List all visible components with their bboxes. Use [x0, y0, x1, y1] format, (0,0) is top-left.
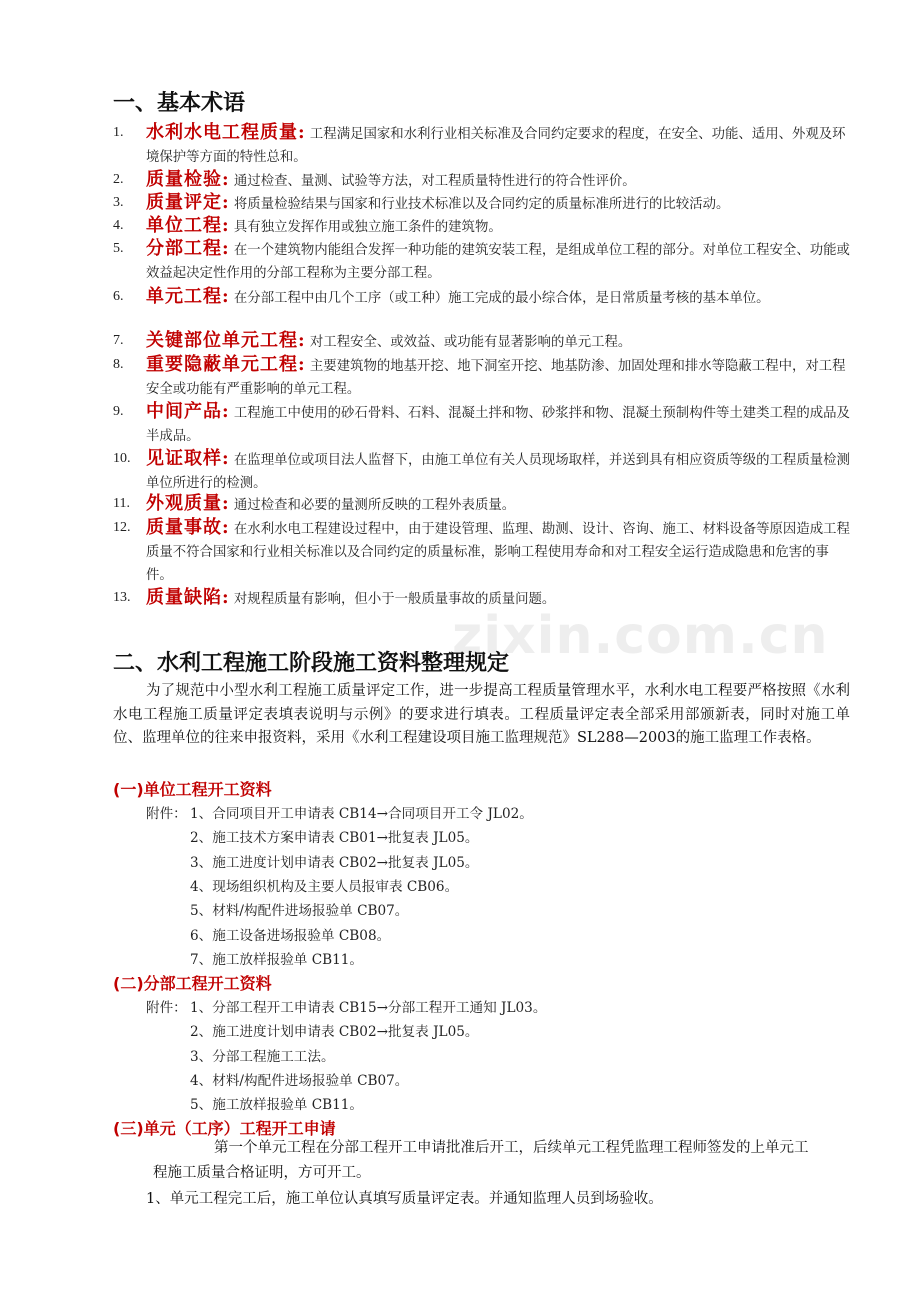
term-item	[113, 492, 853, 517]
attachment-item: 4、现场组织机构及主要人员报审表 CB06。	[190, 878, 459, 895]
term-number: 9.	[113, 404, 124, 419]
section1-heading: 一、基本术语	[113, 91, 246, 116]
term-definition: 在监理单位或项目法人监督下，由施工单位有关人员现场取样，并送到具有相应资质等级的工程质量检测单位所进行的检测。	[146, 453, 850, 491]
sub3-title: (三)单元（工序）工程开工申请	[113, 1119, 336, 1138]
term-definition: 在一个建筑物内能组合发挥一种功能的建筑安装工程，是组成单位工程的部分。对单位工程安全、功能或效益起决定性作用的分部工程称为主要分部工程。	[146, 243, 850, 281]
term-keyword: 中间产品:	[146, 401, 230, 422]
attachment-item: 5、材料/构配件进场报验单 CB07。	[190, 903, 409, 920]
attachment-item: 3、施工进度计划申请表 CB02→批复表 JL05。	[190, 854, 479, 871]
term-definition: 工程施工中使用的砂石骨料、石料、混凝土拌和物、砂浆拌和物、混凝土预制构件等土建类工程的成品及半成品。	[146, 406, 850, 444]
term-keyword: 单位工程:	[146, 215, 230, 236]
term-keyword: 质量事故:	[146, 517, 230, 538]
term-definition: 在分部工程中由几个工序（或工种）施工完成的最小综合体，是日常质量考核的基本单位。	[233, 291, 770, 306]
term-number: 4.	[113, 218, 124, 233]
sub1-title: (一)单位工程开工资料	[113, 780, 272, 799]
term-keyword: 质量缺陷:	[146, 587, 230, 608]
term-keyword: 外观质量:	[146, 493, 230, 514]
term-item	[113, 214, 853, 239]
attachment-item: 2、施工进度计划申请表 CB02→批复表 JL05。	[190, 1024, 479, 1041]
term-number: 7.	[113, 333, 124, 348]
term-number: 10.	[113, 451, 131, 466]
term-number: 5.	[113, 241, 124, 256]
term-definition: 在水利水电工程建设过程中，由于建设管理、监理、勘测、设计、咨询、施工、材料设备等原因造成工程质量不符合国家和行业相关标准以及合同约定的质量标准，影响工程使用寿命和对工程安全运行造成隐患和危害的事件。	[146, 522, 850, 583]
term-item	[113, 329, 853, 354]
term-keyword: 分部工程:	[146, 238, 230, 259]
term-item	[113, 168, 853, 193]
sub3-line1: 第一个单元工程在分部工程开工申请批准后开工，后续单元工程凭监理工程师签发的上单元工	[214, 1140, 809, 1156]
term-item	[113, 237, 853, 285]
term-definition: 对规程质量有影响，但小于一般质量事故的质量问题。	[233, 592, 556, 607]
term-number: 1.	[113, 125, 124, 140]
term-item	[113, 121, 853, 169]
term-item	[113, 516, 853, 587]
term-number: 11.	[113, 496, 130, 511]
term-keyword: 见证取样:	[146, 448, 230, 469]
sub1-prefix: 附件：	[146, 806, 187, 822]
term-number: 8.	[113, 357, 124, 372]
term-number: 12.	[113, 520, 131, 535]
section2-heading: 二、水利工程施工阶段施工资料整理规定	[113, 651, 510, 676]
attachment-item: 1、合同项目开工申请表 CB14→合同项目开工令 JL02。	[190, 806, 533, 822]
term-keyword: 重要隐蔽单元工程:	[146, 354, 306, 375]
attachment-item: 1、分部工程开工申请表 CB15→分部工程开工通知 JL03。	[190, 1000, 547, 1016]
term-item	[113, 400, 853, 448]
attachment-item: 4、材料/构配件进场报验单 CB07。	[190, 1072, 409, 1089]
sub3-line2: 程施工质量合格证明，方可开工。	[153, 1165, 371, 1181]
watermark: zixin.com.cn	[452, 606, 829, 666]
term-definition: 将质量检验结果与国家和行业技术标准以及合同约定的质量标准所进行的比较活动。	[233, 197, 730, 212]
attachment-item: 6、施工设备进场报验单 CB08。	[190, 927, 391, 944]
term-definition: 通过检查和必要的量测所反映的工程外表质量。	[233, 498, 516, 513]
term-definition: 对工程安全、或效益、或功能有显著影响的单元工程。	[309, 335, 632, 350]
attachment-item: 3、分部工程施工工法。	[190, 1048, 335, 1065]
attachment-item: 2、施工技术方案申请表 CB01→批复表 JL05。	[190, 830, 479, 847]
term-number: 6.	[113, 289, 124, 304]
sub2-title: (二)分部工程开工资料	[113, 974, 272, 993]
section2-intro: 为了规范中小型水利工程施工质量评定工作，进一步提高工程质量管理水平，水利水电工程要严格按照《水利水电工程施工质量评定表填表说明与示例》的要求进行填表。工程质量评定表全部采用部颁新表，同时对施工单位、监理单位的往来申报资料，采用《水利工程建设项目施工监理规范》SL288—2003的施工监理工作表格。	[113, 683, 850, 746]
term-definition: 通过检查、量测、试验等方法，对工程质量特性进行的符合性评价。	[233, 174, 636, 189]
term-keyword: 水利水电工程质量:	[146, 122, 306, 143]
term-item	[113, 353, 853, 401]
term-keyword: 质量检验:	[146, 169, 230, 190]
term-item	[113, 191, 853, 216]
term-keyword: 关键部位单元工程:	[146, 330, 306, 351]
term-keyword: 单元工程:	[146, 286, 230, 307]
term-number: 3.	[113, 195, 124, 210]
term-item	[113, 447, 853, 495]
sub3-line3: 1、单元工程完工后，施工单位认真填写质量评定表。并通知监理人员到场验收。	[146, 1191, 663, 1207]
term-number: 2.	[113, 172, 124, 187]
sub2-prefix: 附件：	[146, 1000, 187, 1016]
term-definition: 具有独立发挥作用或独立施工条件的建筑物。	[233, 220, 502, 235]
term-item	[113, 285, 853, 310]
term-keyword: 质量评定:	[146, 192, 230, 213]
term-definition: 主要建筑物的地基开挖、地下洞室开挖、地基防渗、加固处理和排水等隐蔽工程中，对工程安全或功能有严重影响的单元工程。	[146, 359, 846, 397]
attachment-item: 5、施工放样报验单 CB11。	[190, 1097, 364, 1114]
term-number: 13.	[113, 590, 131, 605]
term-definition: 工程满足国家和水利行业相关标准及合同约定要求的程度，在安全、功能、适用、外观及环境保护等方面的特性总和。	[146, 127, 846, 165]
attachment-item: 7、施工放样报验单 CB11。	[190, 951, 364, 968]
